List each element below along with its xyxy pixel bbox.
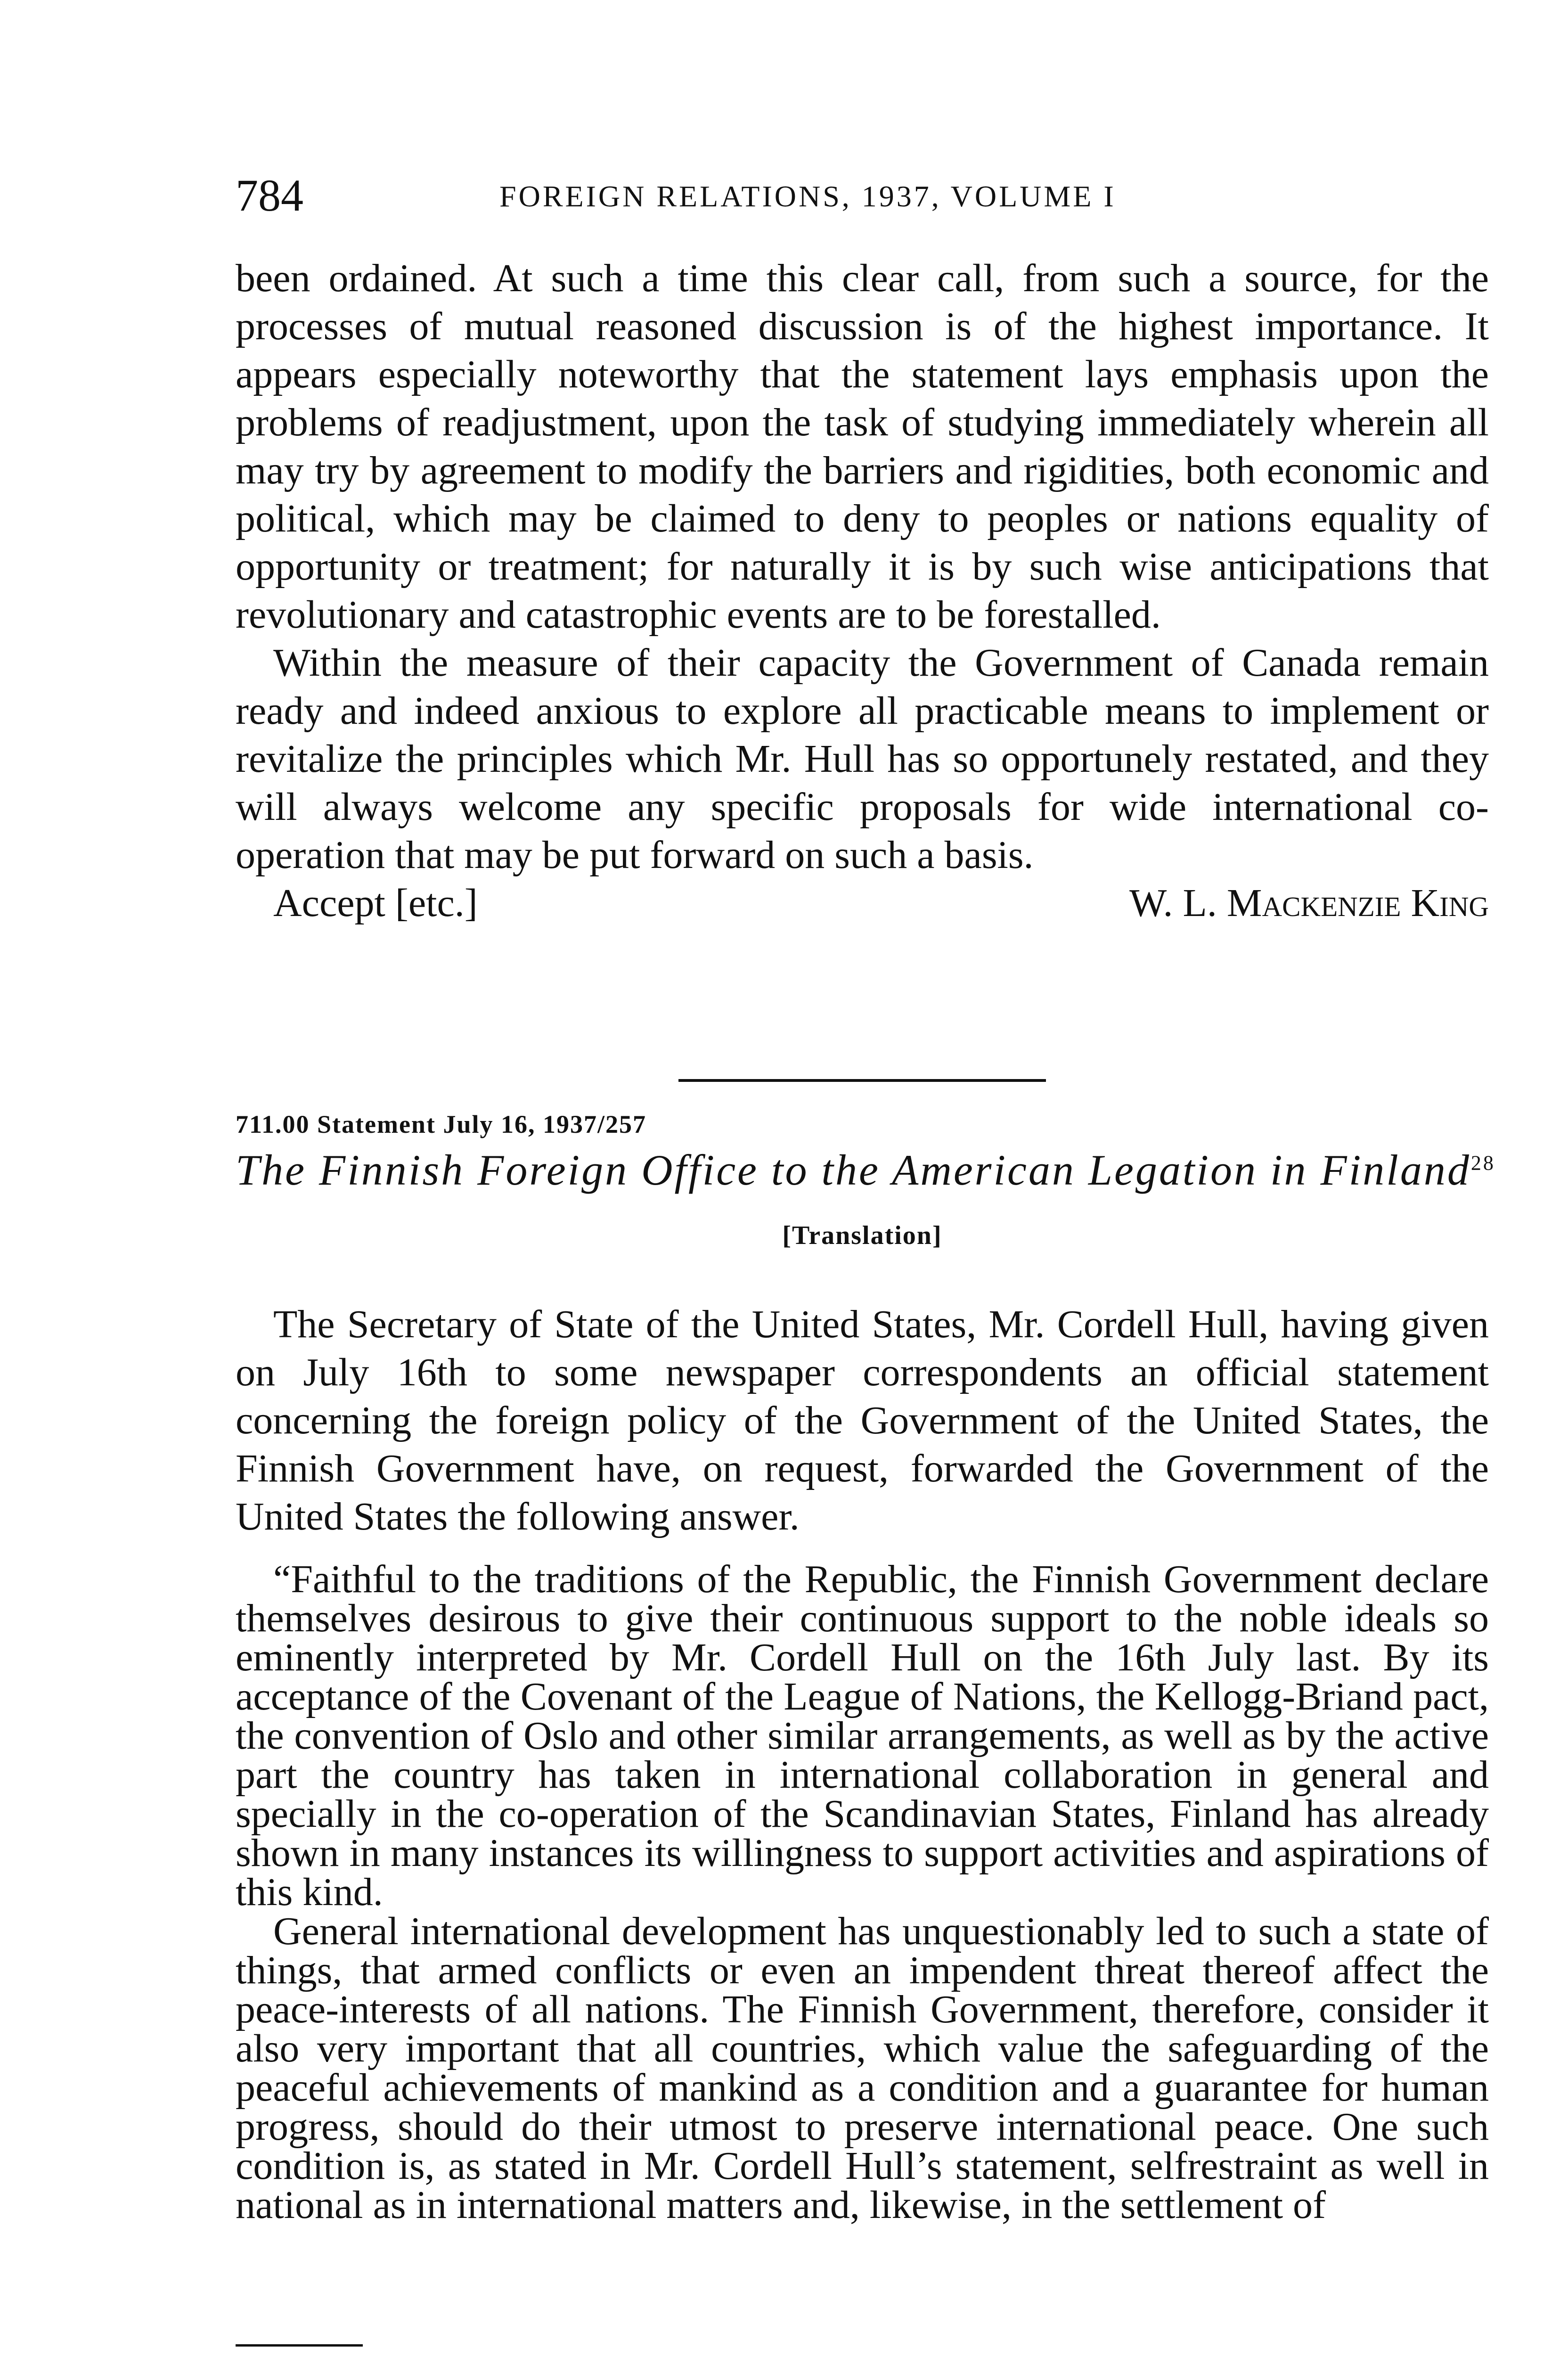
quote-paragraph-1: “Faithful to the traditions of the Republic, the Finnish Government declare themselves desirous to give their continuous support to the noble ideals so eminently interpreted by Mr. Cordell Hull on the 16th July last. By its acceptance of the Covenant of the League of Nations, the Kellogg-Briand pact, the convention of Oslo and other similar arrangements, as well as by the active part the country has taken in international collaboration in general and specially in the co-operation of the Scandinavian States, Finland has already shown in many instances its willingness to support activities and aspirations of this kind. <box>236 1557 1489 1914</box>
signature: W. L. Mackenzie King <box>1129 881 1489 925</box>
running-head: FOREIGN RELATIONS, 1937, VOLUME I <box>499 180 1116 213</box>
title-footnote-mark: 28 <box>1470 1151 1495 1175</box>
footnote-rule <box>236 2344 363 2347</box>
document-title <box>236 1145 1495 1195</box>
letter-continuation <box>236 254 1489 931</box>
document-body <box>236 1301 1489 1541</box>
quote-paragraph-2: General international development has unquestionably led to such a state of things, that armed conflicts or even an impendent threat thereof affect the peace-interests of all nations. The Finnish Government, therefore, consider it also very important that all countries, which value the safeguarding of the peaceful achievements of mankind as a condition and a guarantee for human progress, should do their utmost to preserve international peace. One such condition is, as stated in Mr. Cordell Hull’s statement, selfrestraint as well in national as in international matters and, likewise, in the settlement of <box>236 1909 1489 2227</box>
letter-paragraph-2: Within the measure of their capacity the Government of Canada remain ready and indeed anxious to explore all practicable means to implement or revitalize the principles which Mr. Hull has so opportunely restated, and they will always welcome any specific proposals for wide international co-operation that may be put forward on such a basis. <box>236 641 1489 877</box>
page-number: 784 <box>236 170 303 221</box>
closing-line <box>236 879 1489 931</box>
letter-paragraph-1: been ordained. At such a time this clear call, from such a source, for the processes of mutual reasoned discussion is of the highest importance. It appears especially noteworthy that the statement lays emphasis upon the problems of readjustment, upon the task of studying immediately wherein all may try by agreement to modify the barriers and rigidities, both economic and political, which may be claimed to deny to peoples or nations equality of opportunity or treatment; for naturally it is by such wise anticipations that revolutionary and catastrophic events are to be forestalled. <box>236 256 1489 637</box>
quoted-answer <box>236 1557 1489 2227</box>
page-header <box>236 167 1489 229</box>
section-divider <box>678 1079 1046 1082</box>
document-title-text: The Finnish Foreign Office to the American Legation in Finland <box>236 1146 1471 1194</box>
intro-paragraph: The Secretary of State of the United States, Mr. Cordell Hull, having given on July 16th to some newspaper correspondents an official statement concerning the foreign policy of the Government of the United States, the Finnish Government have, on request, forwarded the Government of the United States the following answer. <box>236 1302 1489 1538</box>
translation-note: [Translation] <box>782 1221 942 1250</box>
closing-text: Accept [etc.] <box>273 881 478 925</box>
file-reference: 711.00 Statement July 16, 1937/257 <box>236 1110 646 1138</box>
